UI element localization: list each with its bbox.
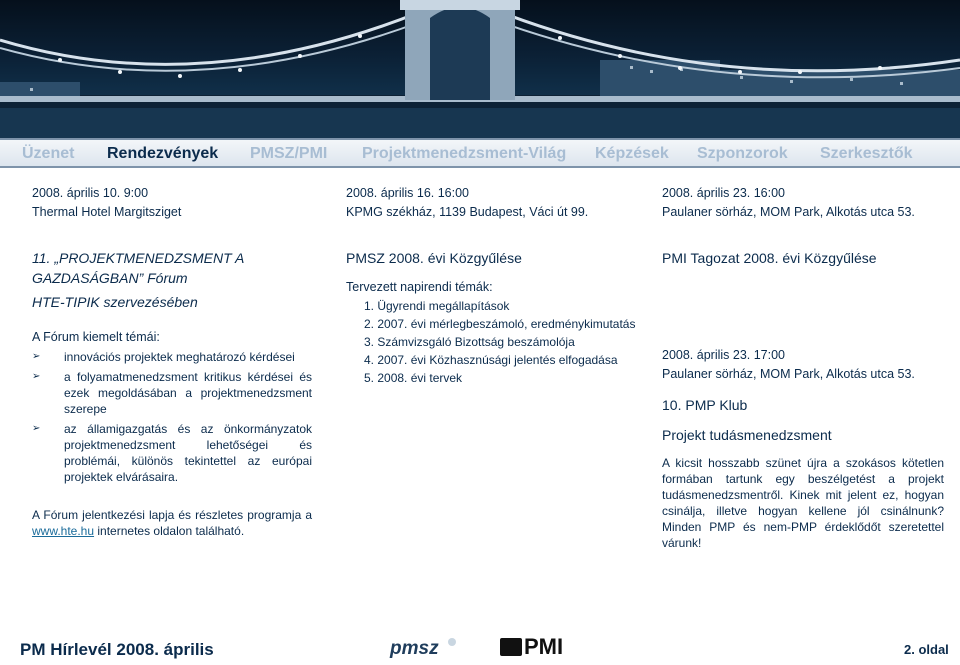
pmi-logo	[500, 634, 564, 660]
closing-text	[32, 507, 312, 539]
event-date: 2008. április 16. 16:00	[346, 186, 470, 200]
closing-text-line1: A Fórum jelentkezési lapja és részletes programja a	[32, 508, 312, 522]
newsletter-title: PM Hírlevél 2008. április	[20, 640, 214, 659]
event-column-pmi	[662, 184, 944, 551]
club-title: 10. PMP Klub	[662, 397, 748, 413]
topic-text: innovációs projektek meghatározó kérdései	[64, 350, 295, 364]
hte-link[interactable]: www.hte.hu	[32, 524, 95, 538]
nav-item-rendezvények[interactable]: Rendezvények	[107, 145, 219, 162]
arrow-bullet-icon: ➢	[32, 371, 41, 382]
nav-item-képzések[interactable]: Képzések	[595, 145, 669, 162]
event-date: 2008. április 10. 9:00	[32, 186, 149, 200]
footer	[0, 628, 960, 665]
nav-item-projektmenedzsment-világ[interactable]: Projektmenedzsment-Világ	[362, 145, 567, 162]
pmi-assembly-title: PMI Tagozat 2008. évi Közgyűlése	[662, 250, 877, 266]
main-navigation	[0, 138, 960, 168]
header-bridge-image	[0, 0, 960, 138]
nav-item-szerkesztők[interactable]: Szerkesztők	[820, 145, 913, 162]
club-date: 2008. április 23. 17:00	[662, 348, 786, 362]
assembly-title: PMSZ 2008. évi Közgyűlése	[346, 250, 522, 266]
event-column-pmsz	[346, 184, 646, 387]
topic-text: a folyamatmenedzsment kritikus kérdései és ezek megoldásában a projektmenedzsment szerepe	[64, 370, 312, 416]
event-venue: Thermal Hotel Margitsziget	[32, 205, 182, 219]
forum-title-line2: GAZDASÁGBAN” Fórum	[32, 270, 188, 286]
closing-text-line2: internetes oldalon található.	[94, 524, 245, 538]
agenda-item: 3. Számvizsgáló Bizottság beszámolója	[364, 335, 575, 349]
page-number: 2. oldal	[904, 642, 949, 657]
nav-item-szponzorok[interactable]: Szponzorok	[697, 145, 788, 162]
agenda-item: 2. 2007. évi mérlegbeszámoló, eredménykimutatás	[364, 317, 636, 331]
event-date: 2008. április 23. 16:00	[662, 186, 786, 200]
arrow-bullet-icon: ➢	[32, 351, 41, 362]
topic-text: az államigazgatás és az önkormányzatok projektmenedzsment lehetőségei és problémái, különös tekintettel az európai projektek elvárásaira.	[64, 422, 312, 484]
club-topic: Projekt tudásmenedzsment	[662, 427, 832, 443]
forum-organizer: HTE-TIPIK szervezésében	[32, 294, 198, 310]
agenda-list	[346, 297, 646, 387]
agenda-label: Tervezett napirendi témák:	[346, 280, 493, 294]
pmi-logo-text: PMI	[524, 634, 564, 659]
agenda-item: 1. Ügyrendi megállapítások	[364, 299, 510, 313]
nav-item-pmsz-pmi[interactable]: PMSZ/PMI	[250, 145, 328, 162]
agenda-item: 5. 2008. évi tervek	[364, 371, 463, 385]
nav-item-üzenet[interactable]: Üzenet	[22, 145, 75, 162]
agenda-item: 4. 2007. évi Közhasznúsági jelentés elfogadása	[364, 353, 618, 367]
topics-list	[32, 349, 312, 485]
event-column-forum	[32, 184, 312, 539]
topics-label: A Fórum kiemelt témái:	[32, 330, 160, 344]
topic-bullet	[32, 421, 312, 485]
event-venue: Paulaner sörház, MOM Park, Alkotás utca 53.	[662, 205, 915, 219]
arrow-bullet-icon: ➢	[32, 423, 41, 434]
event-venue: KPMG székház, 1139 Budapest, Váci út 99.	[346, 205, 589, 219]
club-venue: Paulaner sörház, MOM Park, Alkotás utca 53.	[662, 367, 915, 381]
pmi-logo-mark-icon	[500, 638, 522, 656]
forum-title-line1: 11. „PROJEKTMENEDZSMENT A	[32, 250, 245, 266]
pmsz-logo-dot-icon	[448, 638, 456, 646]
topic-bullet	[32, 369, 312, 417]
pmsz-logo: pmsz	[390, 638, 439, 659]
topic-bullet	[32, 349, 312, 365]
club-description: A kicsit hosszabb szünet újra a szokásos kötetlen formában tartunk egy beszélgetést a projekt tudásmenedzsmentről. Kinek mit jelent ez, hogyan csinálja, illetve hogyan kellene jól csinálnunk? Minden PMP és nem-PMP érdeklődőt szeretettel várunk!	[662, 456, 944, 550]
